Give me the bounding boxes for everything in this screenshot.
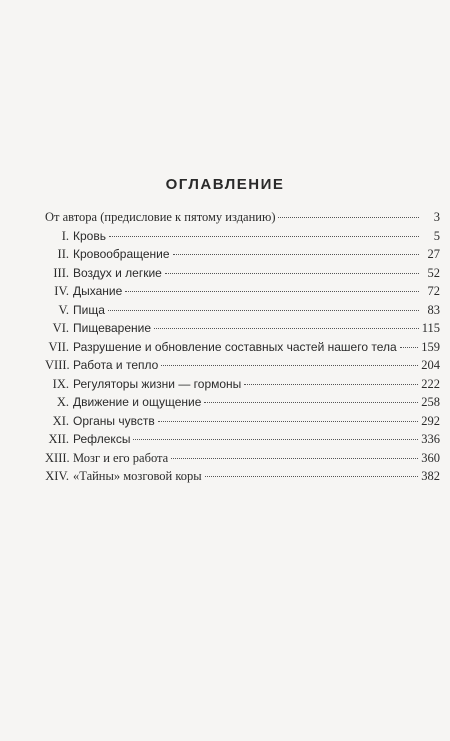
toc-entry-page: 258 <box>421 395 440 409</box>
toc-entry <box>45 340 440 359</box>
toc-entry-number: XII. <box>48 432 69 446</box>
toc-entry-label: Дыхание <box>73 284 123 298</box>
toc-entry-page: 115 <box>421 321 440 335</box>
toc-leader-dots <box>154 328 419 329</box>
toc-entry-label: Разрушение и обновление составных частей нашего тела <box>73 339 397 354</box>
toc-entry-label: Воздух и легкие <box>73 265 162 280</box>
toc-entry-number: III. <box>53 265 69 280</box>
toc-entry-number: II. <box>57 247 69 261</box>
toc-leader-dots <box>158 421 419 422</box>
toc-entry-number: VII. <box>48 339 69 354</box>
toc-entry <box>45 358 440 377</box>
toc-entry <box>45 284 440 303</box>
toc-leader-dots <box>173 254 419 255</box>
toc-entry <box>45 469 440 488</box>
toc-entry <box>45 247 440 266</box>
toc-entry-number: XIV. <box>45 469 69 483</box>
toc-entry-number: VI. <box>52 321 69 335</box>
toc-entry-page: 204 <box>421 358 440 372</box>
toc-entry-page: 83 <box>427 302 440 317</box>
toc-entry-label: Пищеварение <box>73 321 152 335</box>
toc-entry <box>45 229 440 248</box>
toc-entry-number: I. <box>61 228 69 243</box>
toc-leader-dots <box>204 402 418 403</box>
toc-leader-dots <box>161 365 418 366</box>
toc-entry-page: 5 <box>433 228 440 243</box>
toc-entry-label: Пища <box>73 302 105 317</box>
toc-entry-number: VIII. <box>45 358 70 372</box>
toc-entry <box>45 266 440 285</box>
toc-entry-label: «Тайны» мозговой коры <box>73 469 202 483</box>
toc-entry-page: 360 <box>421 450 440 465</box>
toc-entry-label: Регуляторы жизни — гормоны <box>73 376 242 391</box>
toc-entry <box>45 395 440 414</box>
toc-entry-number: IV. <box>54 284 69 298</box>
toc-entry-page: 72 <box>427 284 440 298</box>
toc-entry-label: Кровообращение <box>73 247 170 261</box>
toc-leader-dots <box>205 476 419 477</box>
toc-title: ОГЛАВЛЕНИЕ <box>165 176 285 193</box>
toc-entry <box>45 432 440 451</box>
toc-leader-dots <box>278 217 419 218</box>
toc-entry-label: Органы чувств <box>73 413 155 428</box>
toc-entry-number: X. <box>56 395 69 409</box>
toc-entry-label: Рефлексы <box>73 432 131 446</box>
toc-entry-label: От автора (предисловие к пятому изданию) <box>45 210 276 224</box>
toc-entry-label: Движение и ощущение <box>73 395 202 409</box>
toc-entry <box>45 377 440 396</box>
toc-entry <box>45 451 440 470</box>
toc-entry-label: Мозг и его работа <box>73 450 169 465</box>
toc-leader-dots <box>400 347 419 348</box>
toc-leader-dots <box>165 273 419 274</box>
toc-entry-label: Работа и тепло <box>73 358 159 372</box>
toc-entry-page: 159 <box>421 339 440 354</box>
toc-entry-page: 292 <box>421 413 440 428</box>
toc-entry <box>45 414 440 433</box>
toc-leader-dots <box>244 384 418 385</box>
toc-entry-page: 3 <box>433 210 440 224</box>
toc-leader-dots <box>133 439 418 440</box>
toc-entry-page: 336 <box>421 432 440 446</box>
toc-entry-number: V. <box>58 302 69 317</box>
toc-entry <box>45 303 440 322</box>
toc-entry-page: 222 <box>421 376 440 391</box>
toc-entry-number: IX. <box>52 376 69 391</box>
toc-entry-label: Кровь <box>73 228 106 243</box>
toc-entry-page: 52 <box>427 265 440 280</box>
toc-entry-number: XIII. <box>45 450 70 465</box>
toc-leader-dots <box>125 291 419 292</box>
toc-entry-page: 382 <box>421 469 440 483</box>
toc-entry-number: XI. <box>52 413 69 428</box>
toc-entry-page: 27 <box>427 247 440 261</box>
toc-list <box>45 210 440 488</box>
toc-leader-dots <box>108 310 419 311</box>
toc-leader-dots <box>171 458 418 459</box>
toc-leader-dots <box>109 236 419 237</box>
toc-entry <box>45 210 440 229</box>
toc-entry <box>45 321 440 340</box>
